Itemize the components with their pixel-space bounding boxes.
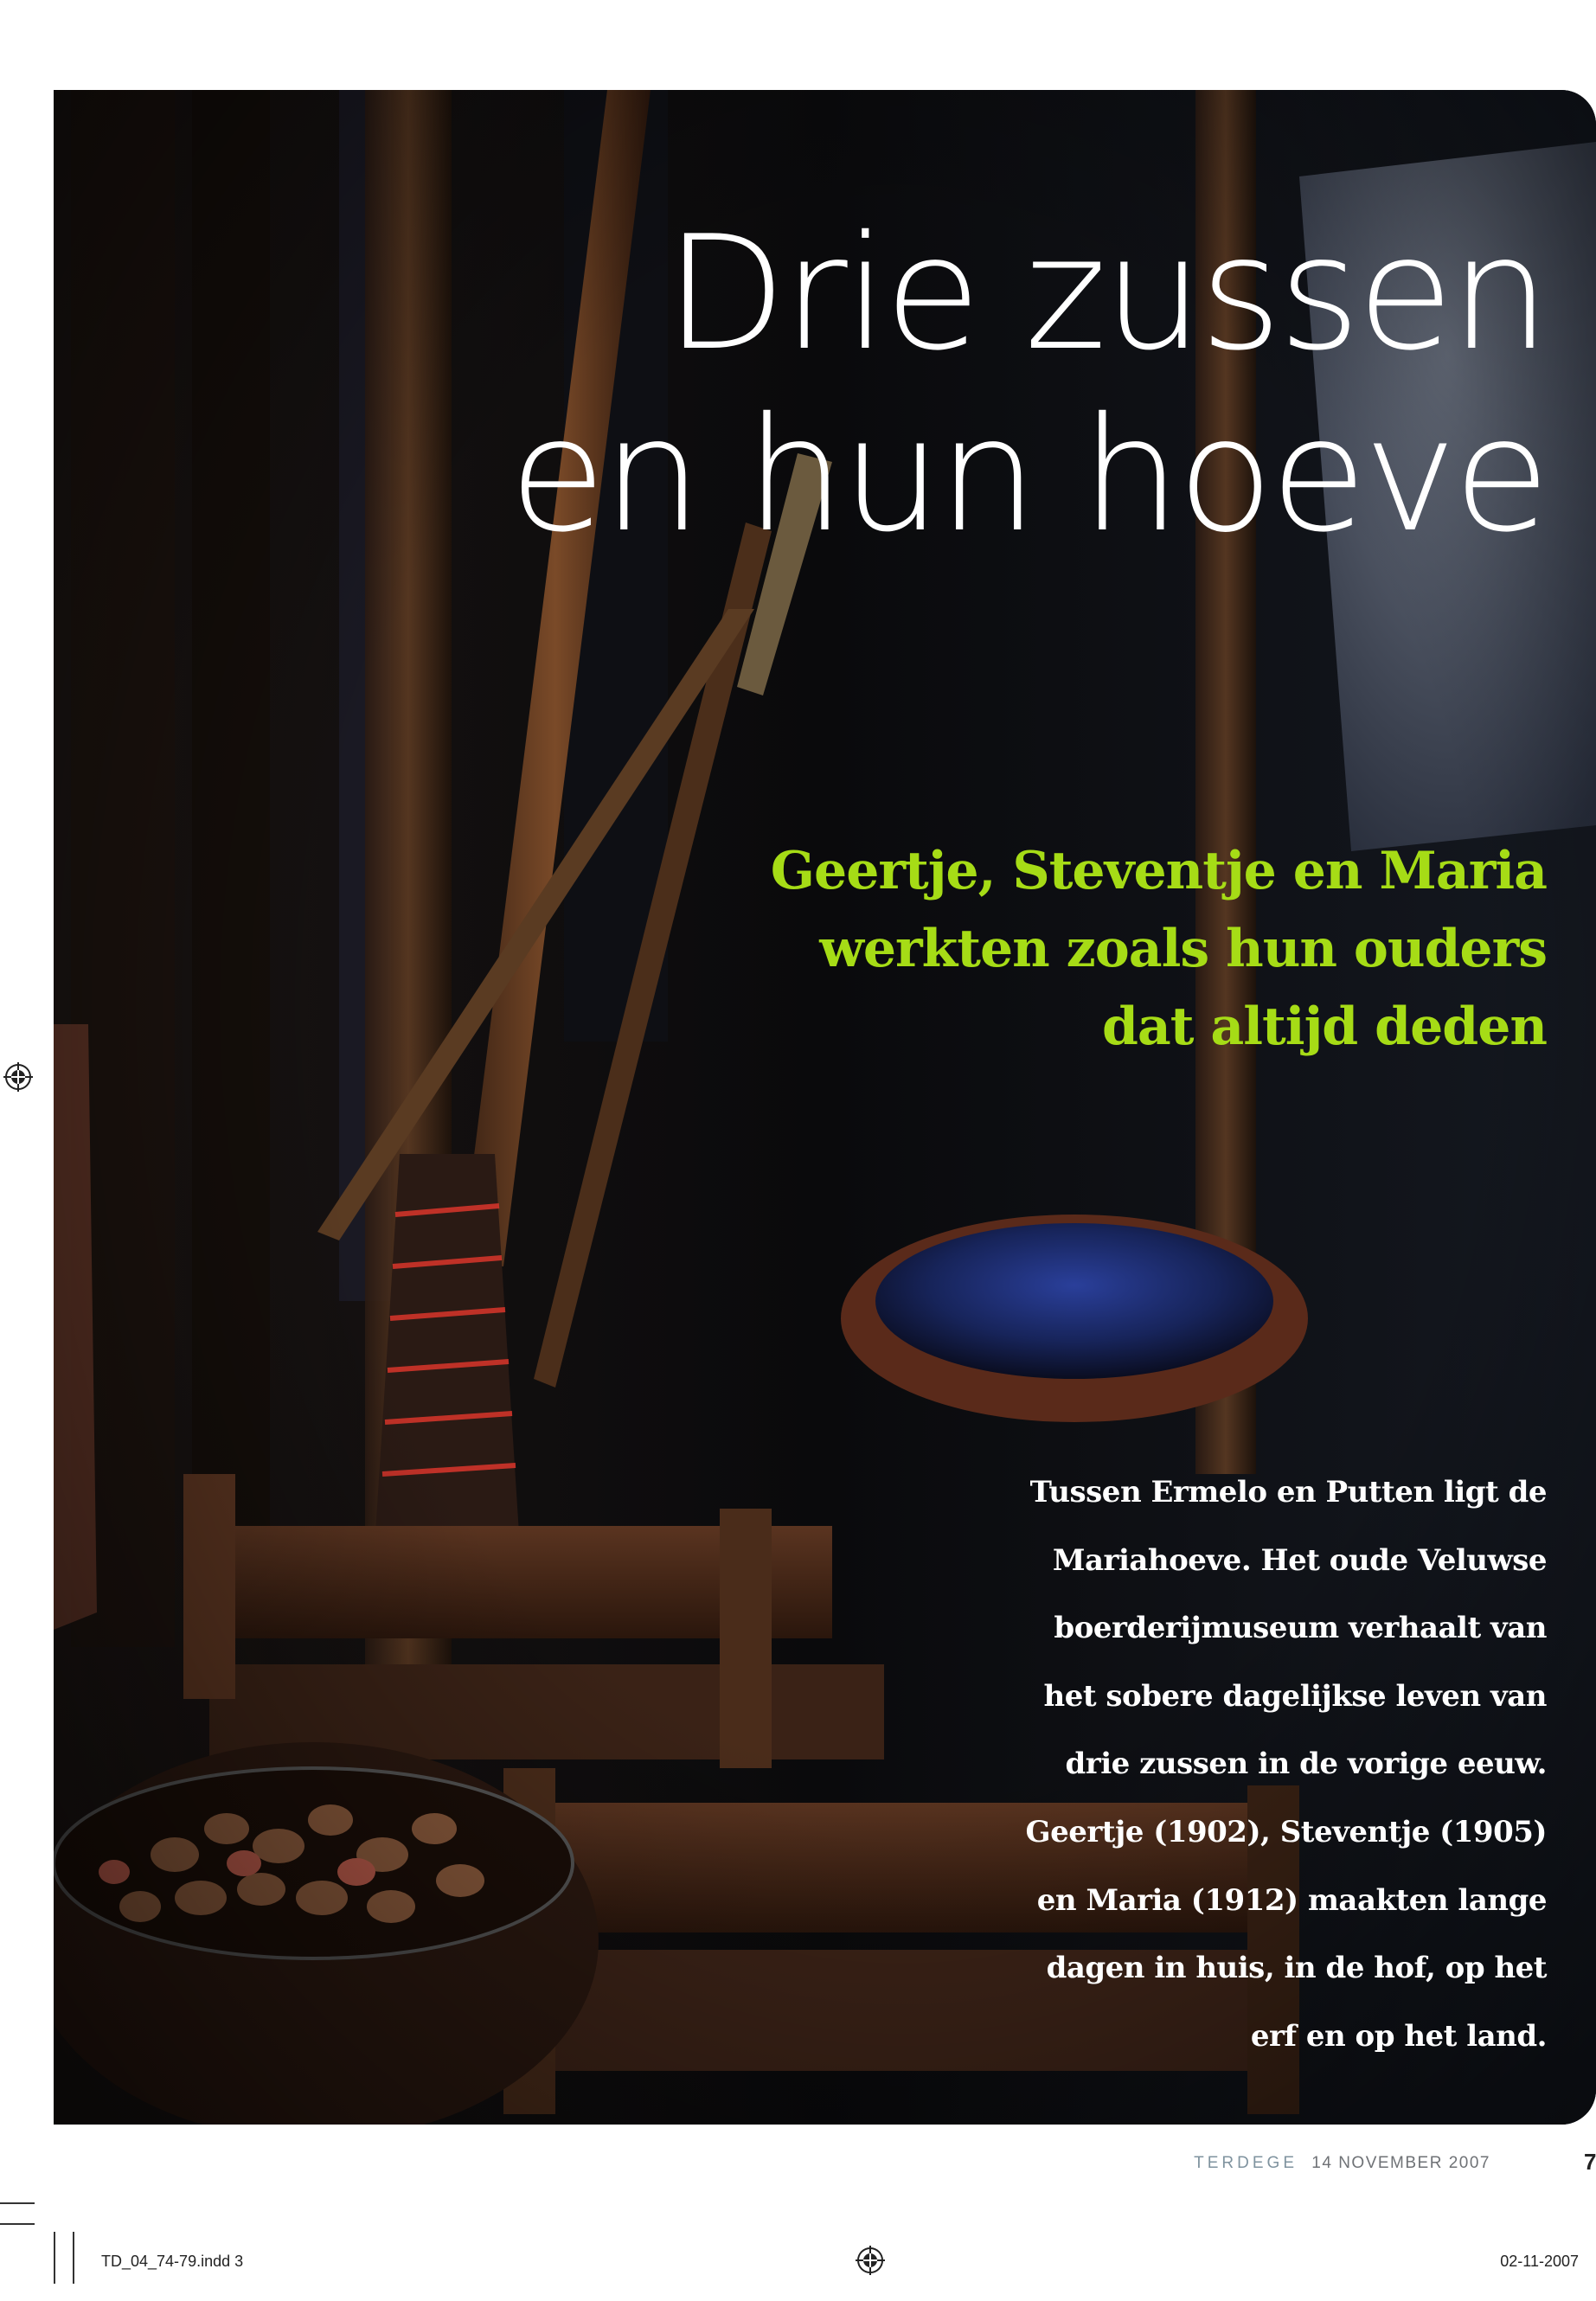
intro-line: dagen in huis, in de hof, op het xyxy=(1046,1951,1547,1986)
intro-line: het sobere dagelijkse leven van xyxy=(1043,1678,1547,1714)
registration-mark-icon xyxy=(856,2246,885,2275)
magazine-name: TERDEGE xyxy=(1194,2154,1298,2172)
crop-mark xyxy=(0,2202,35,2204)
registration-mark-icon xyxy=(3,1062,33,1092)
crop-mark xyxy=(0,2223,35,2225)
page-folio xyxy=(1194,2154,1490,2173)
title-line-2: en hun hoeve xyxy=(509,383,1547,567)
intro-paragraph xyxy=(768,1458,1547,2070)
intro-line: erf en op het land. xyxy=(1250,2018,1547,2054)
cover-photo xyxy=(54,90,1596,2125)
subtitle-line-2: werkten zoals hun ouders xyxy=(819,919,1547,979)
title-line-1: Drie zussen xyxy=(664,202,1547,385)
crop-mark xyxy=(54,2232,55,2284)
intro-line: Mariahoeve. Het oude Veluwse xyxy=(1052,1542,1547,1578)
indesign-file-slug: TD_04_74-79.indd 3 xyxy=(101,2253,244,2270)
article-subtitle xyxy=(595,832,1547,1066)
subtitle-line-3: dat altijd deden xyxy=(1101,997,1547,1057)
slug-date: 02-11-2007 xyxy=(1500,2253,1579,2270)
article-title xyxy=(422,202,1547,566)
intro-line: Geertje (1902), Steventje (1905) xyxy=(1025,1814,1547,1849)
intro-line: en Maria (1912) maakten lange xyxy=(1036,1882,1547,1918)
intro-line: drie zussen in de vorige eeuw. xyxy=(1065,1747,1547,1782)
intro-line: Tussen Ermelo en Putten ligt de xyxy=(1029,1475,1547,1509)
subtitle-line-1: Geertje, Steventje en Maria xyxy=(770,841,1547,901)
page-number: 7 xyxy=(1584,2149,1596,2175)
issue-date: 14 NOVEMBER 2007 xyxy=(1311,2154,1490,2172)
intro-line: boerderijmuseum verhaalt van xyxy=(1054,1611,1547,1646)
crop-mark xyxy=(73,2232,74,2284)
